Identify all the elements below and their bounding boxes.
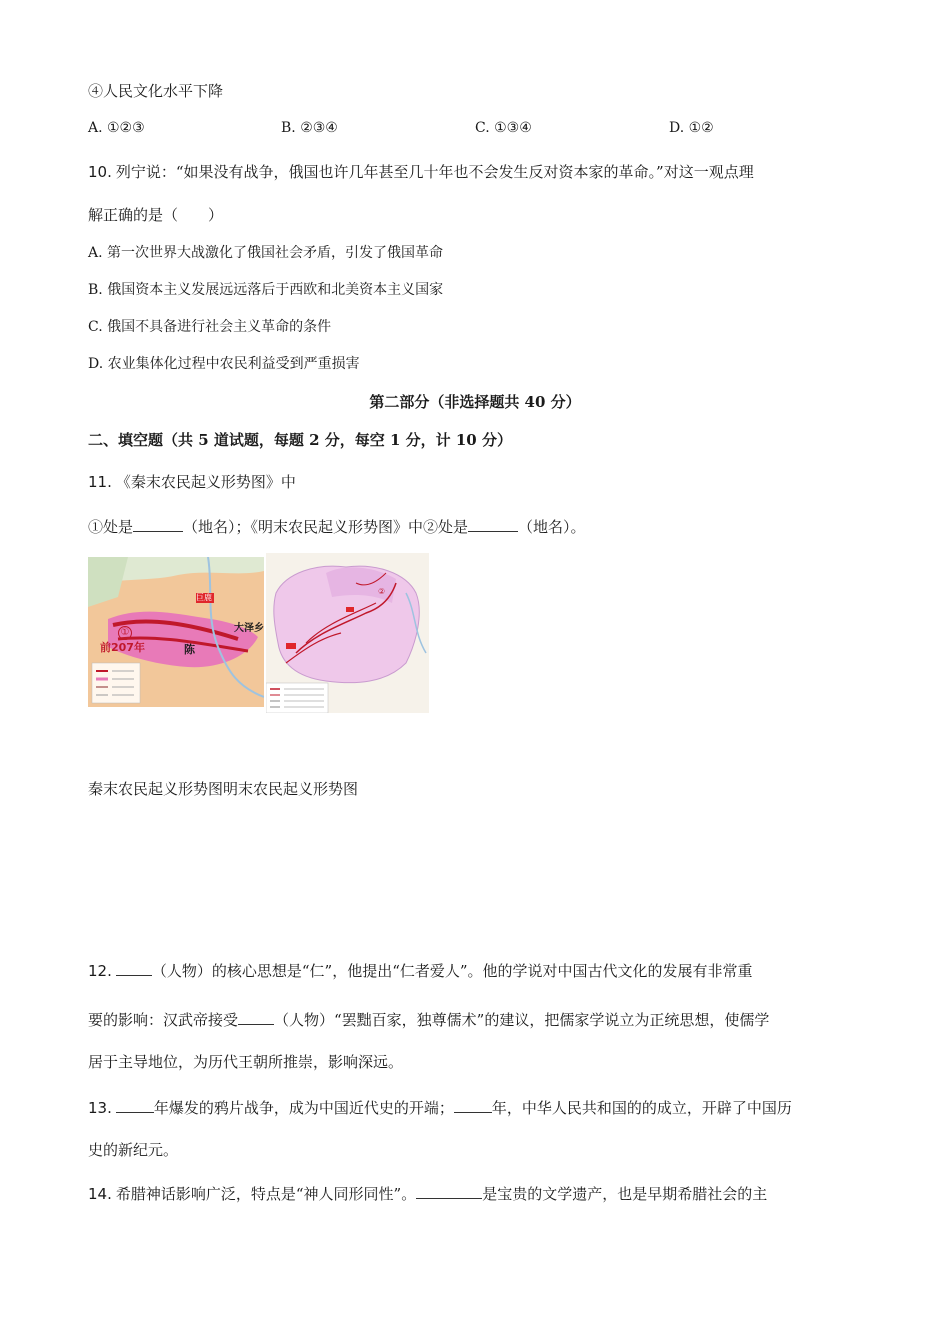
part2-title: 第二部分（非选择题共 40 分） [369,393,581,411]
q13-blank-1[interactable] [116,1097,154,1113]
qin-marker-1: ① [118,626,132,640]
q13-number: 13. [88,1099,112,1117]
q14-blank-1[interactable] [416,1183,482,1199]
q11-stem-text1: 《秦末农民起义形势图》中 [115,473,296,491]
q10-stem-line2: 解正确的是（ ） [88,206,224,224]
q10-option-c[interactable]: C. 俄国不具备进行社会主义革命的条件 [88,319,332,335]
q11-number: 11. [88,473,112,491]
q9-option-a[interactable]: A. ①②③ [88,120,145,136]
map-caption: 秦末农民起义形势图明末农民起义形势图 [88,780,359,798]
q12-text2b: （人物）“罢黜百家，独尊儒术”的建议，把儒家学说立为正统思想，使儒学 [274,1011,770,1029]
q14-line1 [88,1183,767,1204]
q11-blank-1[interactable] [133,516,183,532]
q10-number: 10. [88,163,112,181]
q12-text1: （人物）的核心思想是“仁”，他提出“仁者爱人”。他的学说对中国古代文化的发展有非常重 [151,962,753,980]
q13-text1a: 年爆发的鸦片战争，成为中国近代史的开端； [153,1099,454,1117]
qin-label-chen: 陈 [184,643,195,656]
section-heading: 二、填空题（共 5 道试题，每题 2 分，每空 1 分，计 10 分） [88,431,512,449]
q11-text-a: ①处是 [88,518,134,536]
ming-marker-2: ② [378,587,386,596]
q11-stem-line2 [88,516,586,537]
q14-text1a: 希腊神话影响广泛，特点是“神人同形同性”。 [115,1185,417,1203]
q9-item-4: ④人民文化水平下降 [88,82,224,100]
q13-line2: 史的新纪元。 [88,1141,179,1159]
q14-text1b: 是宝贵的文学遗产，也是早期希腊社会的主 [482,1185,768,1203]
q12-number: 12. [88,962,112,980]
qin-label-year: 前207年 [100,641,145,654]
q11-blank-2[interactable] [468,516,518,532]
q13-text1b: 年，中华人民共和国的的成立，开辟了中国历 [491,1099,792,1117]
q12-blank-1[interactable] [116,960,152,976]
q12-blank-2[interactable] [238,1009,274,1025]
q11-text-c: （地名）。 [518,518,586,536]
q9-option-b[interactable]: B. ②③④ [281,120,338,136]
qin-label-dazexiang: 大泽乡 [234,623,264,634]
q10-stem-text1: 列宁说：“如果没有战争，俄国也许几年甚至几十年也不会发生反对资本家的革命。”对这一观点理 [115,163,754,181]
q13-blank-2[interactable] [454,1097,492,1113]
q9-option-d[interactable]: D. ①② [669,120,714,136]
q10-option-b[interactable]: B. 俄国资本主义发展远远落后于西欧和北美资本主义国家 [88,282,444,298]
q12-line1 [88,960,753,981]
ming-map-graphic [266,553,429,713]
ming-uprising-map [266,553,429,713]
q12-line2 [88,1009,769,1030]
q12-line3: 居于主导地位，为历代王朝所推崇，影响深远。 [88,1053,404,1071]
qin-label-julu: 巨鹿 [196,593,212,602]
q11-text-b: （地名）；《明末农民起义形势图》中②处是 [183,518,469,536]
q9-option-c[interactable]: C. ①③④ [475,120,532,136]
qin-uprising-map [88,557,264,707]
q12-text2a: 要的影响：汉武帝接受 [88,1011,239,1029]
q10-option-d[interactable]: D. 农业集体化过程中农民利益受到严重损害 [88,356,360,372]
q11-stem-line1 [88,472,296,492]
q14-number: 14. [88,1185,112,1203]
q10-option-a[interactable]: A. 第一次世界大战激化了俄国社会矛盾，引发了俄国革命 [88,245,444,261]
q10-stem-line1 [88,162,754,182]
q13-line1 [88,1097,792,1118]
